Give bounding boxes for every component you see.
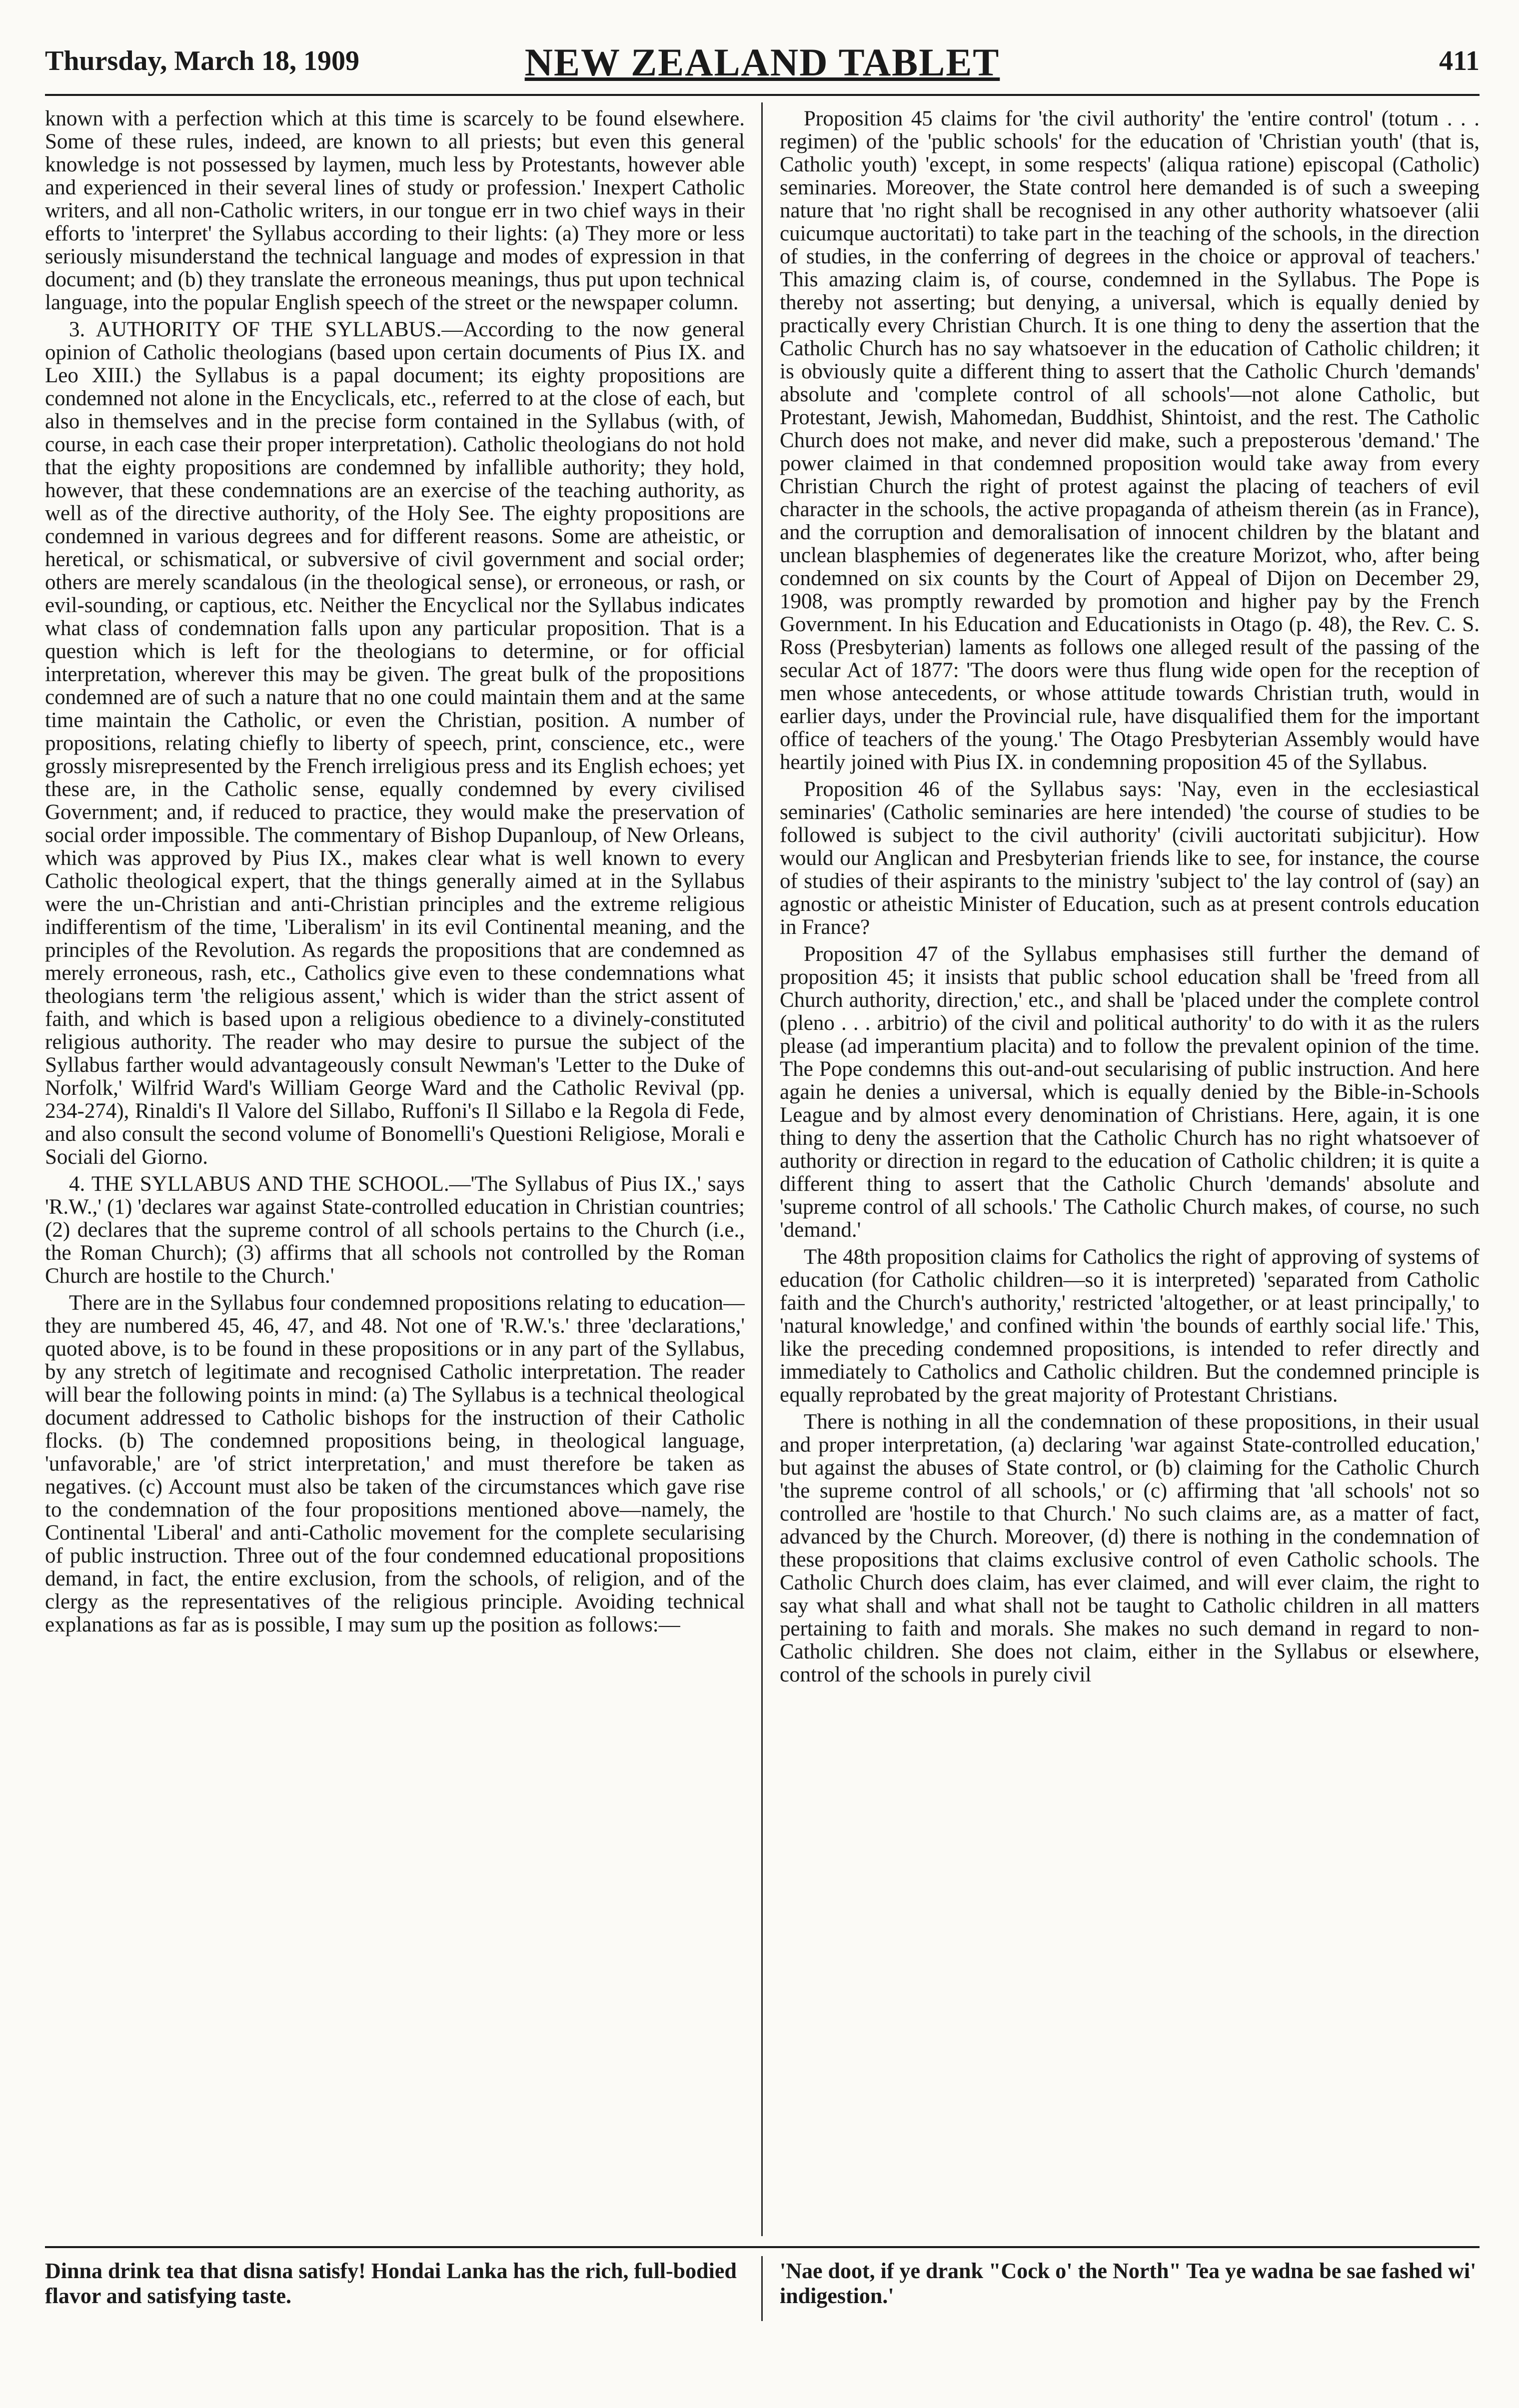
- masthead-title: NEW ZEALAND TABLET: [524, 40, 1000, 84]
- right-column: [780, 107, 1480, 2239]
- left-paragraph-3: 4. THE SYLLABUS AND THE SCHOOL.—'The Syllabus of Pius IX.,' says 'R.W.,' (1) 'declares war against State-controlled education in Christian countries; (2) declares that the supreme control of all schools pertains to the Church (i.e., the Roman Church); (3) affirms that all schools not controlled by the Roman Church are hostile to the Church.': [45, 1172, 745, 1288]
- right-paragraph-5: There is nothing in all the condemnation of these propositions, in their usual and proper interpretation, (a) declaring 'war against State-controlled education,' but against the abuses of State control, or (b) claiming for the Catholic Church 'the supreme control of all schools,' or (c) affirming that 'all schools' not so controlled are 'hostile to that Church.' No such claims are, as a matter of fact, advanced by the Church. Moreover, (d) there is nothing in the condemnation of these propositions that claims exclusive control of even Catholic schools. The Catholic Church does claim, has ever claimed, and will ever claim, the right to say what shall and what shall not be taught to Catholic children in all matters pertaining to faith and morals. She makes no such demand in regard to non-Catholic children. She does not claim, either in the Syllabus or elsewhere, control of the schools in purely civil: [780, 1410, 1480, 1686]
- right-paragraph-4: The 48th proposition claims for Catholics the right of approving of systems of education (for Catholic children—so it is interpreted) 'separated from Catholic faith and the Church's authority,' restricted 'altogether, or at least principally,' to 'natural knowledge,' and confined within 'the bounds of earthly social life.' This, like the preceding condemned propositions, is intended to refer directly and immediately to Catholics and Catholic children. But the condemned principle is equally reprobated by the great majority of Protestant Christians.: [780, 1245, 1480, 1407]
- footer-divider: [761, 2256, 763, 2321]
- issue-date: Thursday, March 18, 1909: [45, 45, 360, 76]
- tea-advert-right: 'Nae doot, if ye drank "Cock o' the North" Tea ye wadna be sae fashed wi' indigestion.': [780, 2259, 1477, 2308]
- footer-rule: [45, 2246, 1480, 2248]
- right-paragraph-1: Proposition 45 claims for 'the civil authority' the 'entire control' (totum . . . regimen) of the 'public schools' for the education of 'Christian youth' (that is, Catholic youth) 'except, in some respects' (aliqua ratione) episcopal (Catholic) seminaries. Moreover, the State control here demanded is of such a sweeping nature that 'no right shall be recognised in any other authority whatsoever (alii cuicumque auctoritati) to take part in the teaching of the schools, in the direction of studies, in the conferring of degrees in the choice or approval of teachers.' This amazing claim is, of course, condemned in the Syllabus. The Pope is thereby not asserting; but denying, a universal, which is equally denied by practically every Christian Church. It is one thing to deny the assertion that the Catholic Church has no say whatsoever in the education of Catholic children; it is obviously quite a different thing to assert that the Catholic Church 'demands' absolute and 'complete control of all schools'—not alone Catholic, but Protestant, Jewish, Mahomedan, Buddhist, Shintoist, and the rest. The Catholic Church does not make, and never did make, such a preposterous 'demand.' The power claimed in that condemned proposition would take away from every Christian Church the right of protest against the placing of teachers of evil character in the schools, the active propaganda of atheism therein (as in France), and the corruption and demoralisation of innocent children by the blatant and unclean blasphemies of degenerates like the creature Morizot, who, after being condemned on six counts by the Court of Appeal of Dijon on December 29, 1908, was promptly rewarded by promotion and higher pay by the French Government. In his Education and Educationists in Otago (p. 48), the Rev. C. S. Ross (Presbyterian) laments as follows one alleged result of the passing of the secular Act of 1877: 'The doors were thus flung wide open for the reception of men whose antecedents, or whose attitude towards Christian truth, would in earlier days, under the Provincial rule, have disqualified them for the important office of teachers of the young.' The Otago Presbyterian Assembly would have heartily joined with Pius IX. in condemning proposition 45 of the Syllabus.: [780, 107, 1480, 774]
- right-paragraph-2: Proposition 46 of the Syllabus says: 'Nay, even in the ecclesiastical seminaries' (Catholic seminaries are here intended) 'the course of studies to be followed is subject to the civil authority' (civili auctoritati subjicitur). How would our Anglican and Presbyterian friends like to see, for instance, the course of studies of their aspirants to the ministry 'subject to' the lay control of (say) an agnostic or atheistic Minister of Education, such as at present controls education in France?: [780, 778, 1480, 939]
- header-rule: [45, 94, 1480, 96]
- tea-advert-left: Dinna drink tea that disna satisfy! Hondai Lanka has the rich, full-bodied flavor and satisfying taste.: [45, 2259, 737, 2308]
- left-column: [45, 107, 745, 2239]
- left-paragraph-2: 3. AUTHORITY OF THE SYLLABUS.—According to the now general opinion of Catholic theologians (based upon certain documents of Pius IX. and Leo XIII.) the Syllabus is a papal document; its eighty propositions are condemned not alone in the Encyclicals, etc., referred to at the close of each, but also in themselves and in the precise form contained in the Syllabus (with, of course, in each case their proper interpretation). Catholic theologians do not hold that the eighty propositions are condemned by infallible authority; they hold, however, that these condemnations are an exercise of the teaching authority, as well as of the directive authority, of the Holy See. The eighty propositions are condemned in various degrees and for different reasons. Some are atheistic, or heretical, or schismatical, or subversive of civil government and social order; others are merely scandalous (in the theological sense), or erroneous, or rash, or evil-sounding, or captious, etc. Neither the Encyclical nor the Syllabus indicates what class of condemnation falls upon any particular proposition. That is a question which is left for the theologians to determine, or for official interpretation, wherever this may be given. The great bulk of the propositions condemned are of such a nature that no one could maintain them and at the same time maintain the Catholic, or even the Christian, position. A number of propositions, relating chiefly to liberty of speech, print, conscience, etc., were grossly misrepresented by the French irreligious press and its English echoes; yet these are, in the Catholic sense, equally condemned by every civilised Government; and, if reduced to practice, they would make the preservation of social order impossible. The commentary of Bishop Dupanloup, of New Orleans, which was approved by Pius IX., makes clear what is well known to every Catholic theological expert, that the things generally aimed at in the Syllabus were the un-Christian and anti-Christian principles and the extreme religious indifferentism of the time, 'Liberalism' in its evil Continental meaning, and the principles of the Revolution. As regards the propositions that are condemned as merely erroneous, rash, etc., Catholics give even to these condemnations what theologians term 'the religious assent,' which is wider than the strict assent of faith, and which is based upon a religious obedience to a divinely-constituted religious authority. The reader who may desire to pursue the subject of the Syllabus farther would advantageously consult Newman's 'Letter to the Duke of Norfolk,' Wilfrid Ward's William George Ward and the Catholic Revival (pp. 234-274), Rinaldi's Il Valore del Sillabo, Ruffoni's Il Sillabo e la Regola di Fede, and also consult the second volume of Bonomelli's Questioni Religiose, Morali e Sociali del Giorno.: [45, 318, 745, 1169]
- page-number: 411: [1439, 45, 1480, 76]
- right-paragraph-3: Proposition 47 of the Syllabus emphasises still further the demand of proposition 45; it insists that public school education shall be 'freed from all Church authority, direction,' etc., and shall be 'placed under the complete control (pleno . . . arbitrio) of the civil and political authority' to do with it as the rulers please (ad imperantium placita) and to follow the prevalent opinion of the time. The Pope condemns this out-and-out secularising of public instruction. And here again he denies a universal, which is equally denied by the Bible-in-Schools League and by almost every denomination of Christians. Here, again, it is one thing to deny the assertion that the Catholic Church has no right whatsoever of authority or direction in regard to the education of Catholic children; it is quite a different thing to assert that the Catholic Church 'demands' absolute and 'supreme control of all schools.' The Catholic Church makes, of course, no such 'demand.': [780, 942, 1480, 1242]
- column-divider: [761, 102, 763, 2236]
- page-header: [45, 35, 1480, 95]
- left-paragraph-4: There are in the Syllabus four condemned propositions relating to education—they are numbered 45, 46, 47, and 48. Not one of 'R.W.'s.' three 'declarations,' quoted above, is to be found in these propositions or in any part of the Syllabus, by any stretch of legitimate and recognised Catholic interpretation. The reader will bear the following points in mind: (a) The Syllabus is a technical theological document addressed to Catholic bishops for the instruction of their Catholic flocks. (b) The condemned propositions being, in theological language, 'unfavorable,' are 'of strict interpretation,' and must therefore be taken as negatives. (c) Account must also be taken of the circumstances which gave rise to the condemnation of the four propositions mentioned above—namely, the Continental 'Liberal' and anti-Catholic movement for the complete secularising of public instruction. Three out of the four condemned educational propositions demand, in fact, the entire exclusion, from the schools, of religion, and of the clergy as the representatives of the religious principle. Avoiding technical explanations as far as is possible, I may sum up the position as follows:—: [45, 1291, 745, 1636]
- left-paragraph-1: known with a perfection which at this time is scarcely to be found elsewhere. Some of these rules, indeed, are known to all priests; but even this general knowledge is not possessed by laymen, much less by Protestants, however able and experienced in their several lines of study or profession.' Inexpert Catholic writers, and all non-Catholic writers, in our tongue err in two chief ways in their efforts to 'interpret' the Syllabus according to their lights: (a) They more or less seriously misunderstand the technical language and modes of expression in that document; and (b) they translate the erroneous meanings, thus put upon technical language, into the popular English speech of the street or the newspaper column.: [45, 107, 745, 314]
